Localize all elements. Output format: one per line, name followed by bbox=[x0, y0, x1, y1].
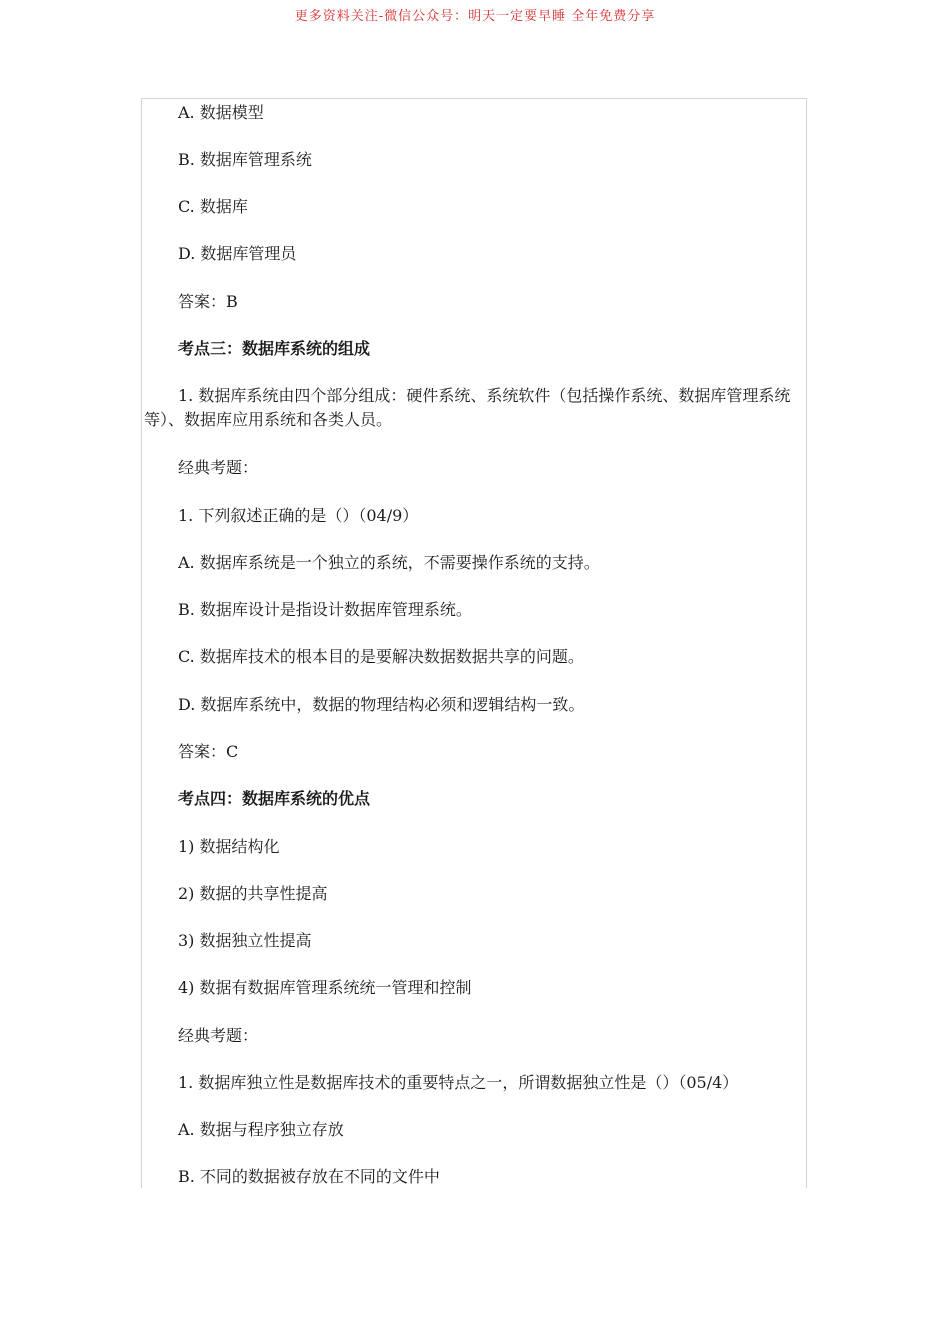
question2-option-a: A. 数据与程序独立存放 bbox=[178, 1120, 344, 1139]
question1-stem: 1. 下列叙述正确的是（）（04/9） bbox=[178, 506, 419, 525]
prev-question-option-a: A. 数据模型 bbox=[178, 103, 264, 122]
prev-question-option-b: B. 数据库管理系统 bbox=[178, 150, 312, 169]
document-content bbox=[141, 98, 807, 1188]
question1-option-d: D. 数据库系统中，数据的物理结构必须和逻辑结构一致。 bbox=[178, 695, 585, 714]
prev-question-option-d: D. 数据库管理员 bbox=[178, 244, 297, 263]
header-banner: 更多资料关注-微信公众号：明天一定要早睡 全年免费分享 bbox=[294, 9, 656, 24]
question1-option-c: C. 数据库技术的根本目的是要解决数据数据共享的问题。 bbox=[178, 647, 584, 666]
prev-question-option-c: C. 数据库 bbox=[178, 197, 248, 216]
section4-item-1: 1) 数据结构化 bbox=[178, 837, 280, 856]
question1-option-b: B. 数据库设计是指设计数据库管理系统。 bbox=[178, 600, 472, 619]
section4-item-3: 3) 数据独立性提高 bbox=[178, 931, 312, 950]
section3-classic-label: 经典考题： bbox=[178, 458, 259, 477]
question2-stem: 1. 数据库独立性是数据库技术的重要特点之一，所谓数据独立性是（）（05/4） bbox=[178, 1073, 739, 1092]
question2-option-b: B. 不同的数据被存放在不同的文件中 bbox=[178, 1167, 440, 1186]
section4-heading: 考点四：数据库系统的优点 bbox=[178, 789, 371, 808]
section3-heading: 考点三：数据库系统的组成 bbox=[178, 339, 371, 358]
section4-item-4: 4) 数据有数据库管理系统统一管理和控制 bbox=[178, 978, 472, 997]
section3-paragraph: 1. 数据库系统由四个部分组成：硬件系统、系统软件（包括操作系统、数据库管理系统等）、数据库应用系统和各类人员。 bbox=[144, 386, 791, 429]
question1-option-a: A. 数据库系统是一个独立的系统，不需要操作系统的支持。 bbox=[178, 553, 600, 572]
section4-item-2: 2) 数据的共享性提高 bbox=[178, 884, 328, 903]
question1-answer: 答案：C bbox=[178, 742, 239, 761]
prev-question-answer: 答案：B bbox=[178, 292, 238, 311]
section4-classic-label: 经典考题： bbox=[178, 1026, 259, 1045]
